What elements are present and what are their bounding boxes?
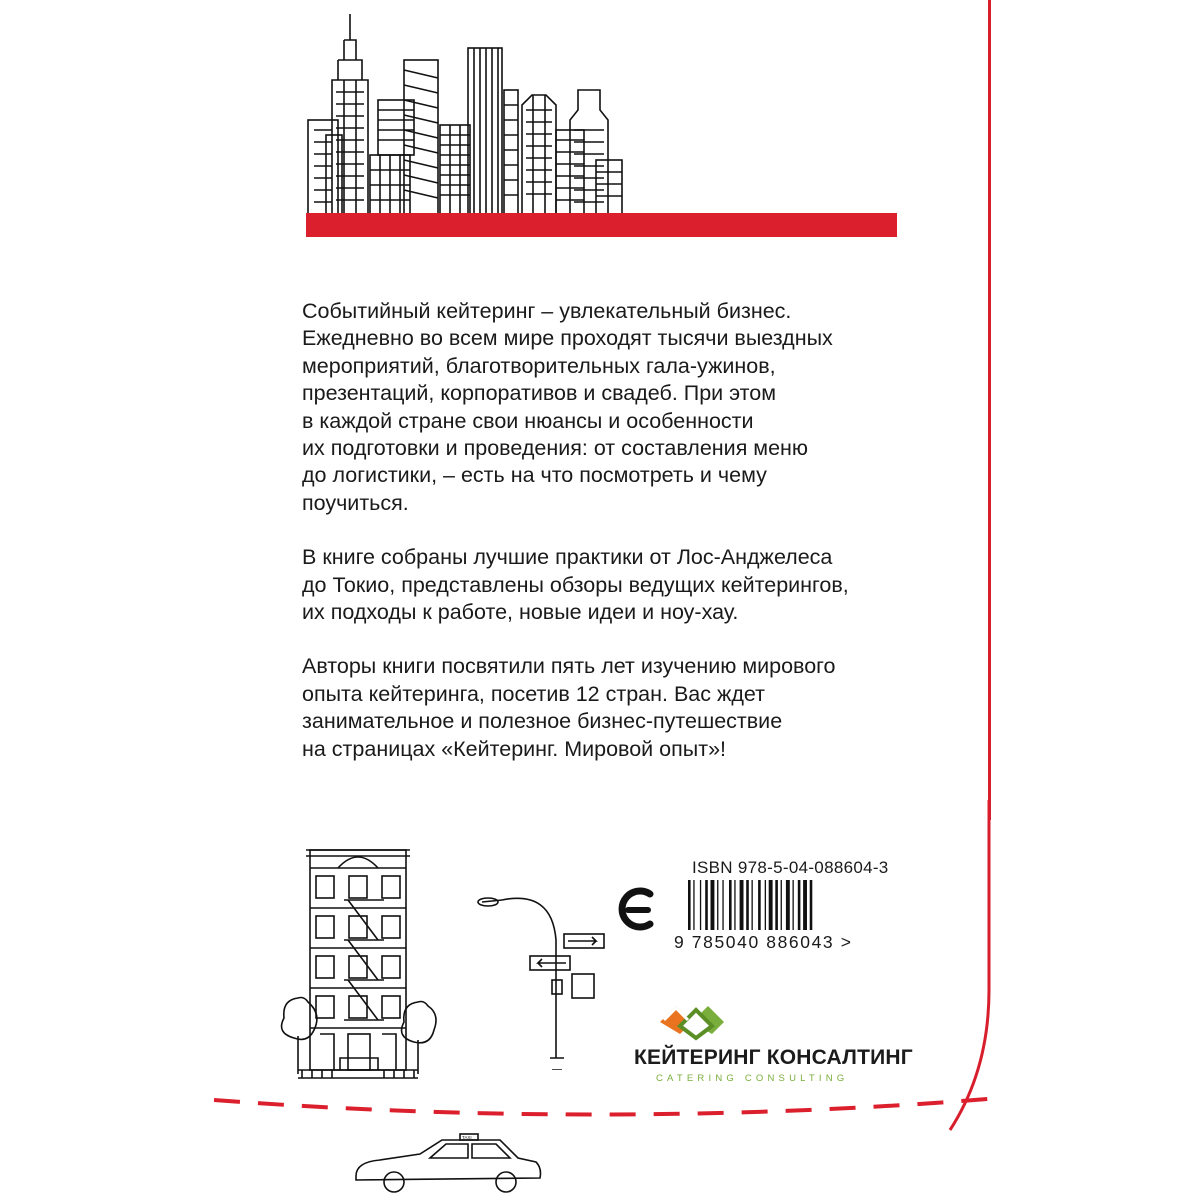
barcode-bar xyxy=(781,880,782,930)
road-dashed-line xyxy=(210,1090,1010,1140)
blurb-line: В книге собраны лучшие практики от Лос-Анджелеса xyxy=(302,545,833,570)
publisher-logo-icon xyxy=(614,880,658,940)
spine-curve-line xyxy=(940,800,1010,1140)
barcode-bar xyxy=(740,880,744,930)
blurb-line: Событийный кейтеринг – увлекательный бизнес. xyxy=(302,299,792,323)
barcode-bar xyxy=(688,880,691,930)
barcode-bar xyxy=(775,880,778,930)
blurb-line: мероприятий, благотворительных гала-ужинов, xyxy=(302,353,776,378)
barcode-bar xyxy=(746,880,749,930)
blurb-line: занимательное и полезное бизнес-путешествие xyxy=(302,709,783,734)
blurb-line: их подходы к работе, новые идеи и ноу-хау. xyxy=(302,600,739,625)
brownstone-building-illustration xyxy=(268,838,448,1088)
blurb-paragraph-2 xyxy=(302,544,922,626)
company-name: КЕЙТЕРИНГ КОНСАЛТИНГ xyxy=(634,1046,913,1069)
taxi-sign-text: TAXI xyxy=(462,1135,472,1140)
barcode-bar xyxy=(717,880,718,930)
blurb-line: презентаций, корпоративов и свадеб. При этом xyxy=(302,381,776,406)
barcode-bar xyxy=(786,880,790,930)
catering-consulting-logo-icon xyxy=(650,992,742,1042)
street-lamp-illustration xyxy=(472,880,612,1070)
blurb-line: до логистики, – есть на что посмотреть и чему xyxy=(302,463,767,488)
blurb-line: поучиться. xyxy=(302,490,409,515)
blurb-line: Ежедневно во всем мире проходят тысячи выездных xyxy=(302,326,833,351)
barcode-bar xyxy=(693,880,694,930)
barcode-bar xyxy=(752,880,753,930)
barcode-bar xyxy=(722,880,723,930)
back-cover-blurb xyxy=(302,298,922,790)
blurb-line: до Токио, представлены обзоры ведущих кейтерингов, xyxy=(302,572,849,597)
barcode-bar xyxy=(705,880,708,930)
barcode-bar xyxy=(765,880,766,930)
barcode-bar xyxy=(711,880,715,930)
blurb-paragraph-3 xyxy=(302,653,922,763)
taxi-illustration xyxy=(350,1132,550,1202)
skyline-red-bar xyxy=(306,213,897,237)
skyline-illustration xyxy=(300,10,900,240)
spine-red-line xyxy=(988,0,991,820)
blurb-line: Авторы книги посвятили пять лет изучению мирового xyxy=(302,654,836,679)
barcode-bar xyxy=(810,880,813,930)
barcode-bar xyxy=(798,880,801,930)
blurb-line: на страницах «Кейтеринг. Мировой опыт»! xyxy=(302,736,726,761)
barcode-bar xyxy=(803,880,807,930)
barcode-bar xyxy=(793,880,794,930)
company-subtitle: CATERING CONSULTING xyxy=(656,1073,849,1084)
blurb-line: их подготовки и проведения: от составления меню xyxy=(302,436,809,461)
barcode-bar xyxy=(729,880,732,930)
isbn-label: ISBN 978-5-04-088604-3 xyxy=(692,858,889,877)
barcode-bar xyxy=(769,880,773,930)
barcode-digits: 9 785040 886043 > xyxy=(674,932,853,952)
barcode-bar xyxy=(700,880,701,930)
barcode-bar xyxy=(758,880,761,930)
barcode-bar xyxy=(734,880,735,930)
barcode xyxy=(688,880,864,930)
blurb-line: опыта кейтеринга, посетив 12 стран. Вас ждет xyxy=(302,681,765,706)
blurb-paragraph-1 xyxy=(302,298,922,517)
blurb-line: в каждой стране свои нюансы и особенности xyxy=(302,408,754,433)
